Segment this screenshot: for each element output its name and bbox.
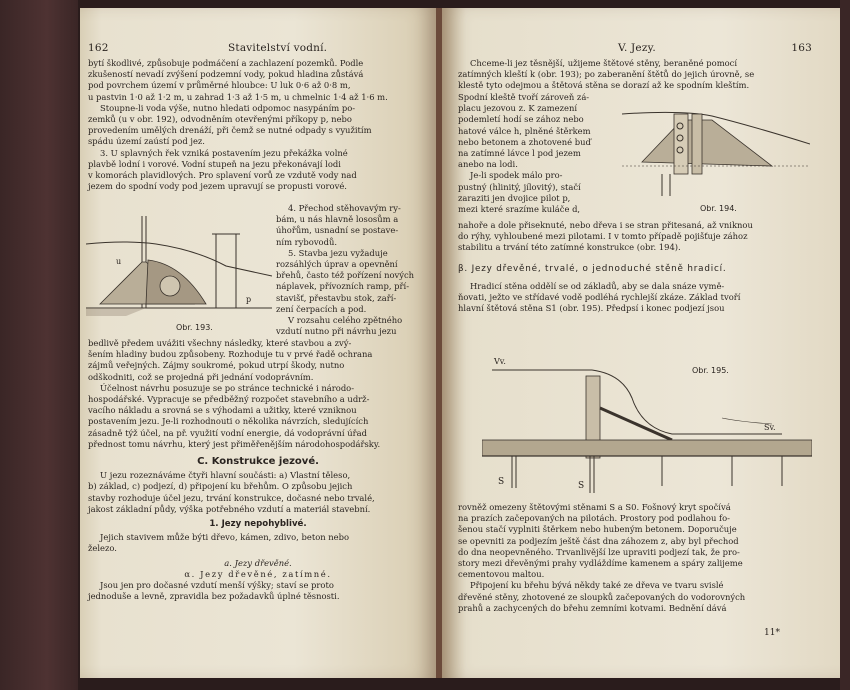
text-line: zájmů veřejných. Zájmy soukromé, pokud utrpí škody, nutno <box>88 360 345 371</box>
text-line: břehů, často též pořízení nových <box>276 270 415 281</box>
right-text-column <box>458 92 618 215</box>
text-line: stavišť, přestavbu stok, zaří- <box>276 292 397 303</box>
left-page-number: 162 <box>88 42 109 54</box>
subheading-1: 1. Jezy nepohyblivé. <box>209 519 307 530</box>
text-line: zaraziti jen dvojice pilot p, <box>458 192 571 203</box>
book-cover-right <box>840 0 850 690</box>
text-line: pod povrchem území v průměrné hloubce: U luk 0·6 až 0·8 m, <box>88 80 351 91</box>
text-line: Hradicí stěna oddělí se od základů, aby se dala snáze vymě- <box>470 280 725 291</box>
text-line: bedlivě předem uvážiti všechny následky, které stavbou a zvý- <box>88 338 352 348</box>
figure-label-p: p <box>246 295 252 304</box>
text-line: postavením jezu. Je-li rozhodnouti o několika návrzích, sledujících <box>88 416 369 427</box>
text-line: stavby rozhoduje účel jezu, trvání konstrukce, dočasné nebo trvalé, <box>88 492 375 503</box>
text-line: na zatímné lávce l pod jezem <box>458 148 581 159</box>
text-line: ním rybovodů. <box>276 236 338 247</box>
book-cover-left <box>0 0 78 690</box>
text-line: na prazích začepovaných na pilotách. Prostory pod podlahou fo- <box>458 513 730 524</box>
text-line: zení čerpacích a pod. <box>276 303 367 314</box>
subheading-alpha: α. Jezy dřevěné, zatímné. <box>184 568 332 579</box>
text-line: placu jezovou z. K zamezení <box>458 103 578 114</box>
figure-194 <box>622 92 810 202</box>
text-line: bám, u nás hlavně lososům a <box>276 214 399 225</box>
figure-label-s2: S <box>578 481 585 491</box>
text-line: do dna neopevněného. Trvanlivější lze upraviti podjezí tak, že pro- <box>458 546 740 557</box>
text-line: 4. Přechod stěhovavým ry- <box>288 203 401 213</box>
text-line: hospodářské. Vypracuje se předběžný rozpočet stavebního a udrž- <box>88 394 370 405</box>
text-line: b) základ, c) podjezí, d) připojení ku břehům. O způsobu jejich <box>88 481 353 492</box>
text-line: 3. U splavných řek vzniká postavením jezu překážka volné <box>100 147 348 158</box>
text-line: stabilitu a trvání této zatímné konstrukce (obr. 194). <box>458 242 681 253</box>
text-line: U jezu rozeznáváme čtyři hlavní součásti: a) Vlastní těleso, <box>100 470 351 481</box>
left-text-bottom <box>88 338 428 602</box>
text-line: zatímných kleští k (obr. 193); po zaberanění štětů do jejich úrovně, se <box>458 69 755 80</box>
text-line: vacího nákladu a srovná se s výhodami a užitky, které vzniknou <box>88 405 357 416</box>
text-line: spádu území zaústí pod jez. <box>88 136 205 147</box>
figure-195 <box>482 348 812 498</box>
right-page-number: 163 <box>791 42 812 54</box>
text-line: v komorách plavidlových. Pro splavení vorů ze vzdutě vody nad <box>88 170 357 181</box>
text-line: přednost tomu návrhu, který jest přiměřenějším národohospodářsky. <box>88 438 381 449</box>
figure-193-caption: Obr. 193. <box>176 323 213 332</box>
text-line: anebo na lodi. <box>458 159 518 170</box>
text-line: se opevniti za podjezím ještě část dna záhozem z, aby byl přechod <box>458 535 739 546</box>
text-line: Připojení ku břehu bývá někdy také ze dřeva ve tvaru svislé <box>470 580 724 591</box>
right-text-mid <box>458 220 810 314</box>
figure-label-hv: Vv. <box>494 357 506 366</box>
text-line: 5. Stavba jezu vyžaduje <box>288 247 388 258</box>
text-line: Stoupne-li voda výše, nutno hledati odpomoc nasypáním po- <box>100 102 356 113</box>
text-line: jakost základní půdy, výška potřebného vzdutí a materiál stavební. <box>88 503 371 514</box>
text-line: pustný (hlinitý, jílovitý), stačí <box>458 181 581 192</box>
text-line: prahů a zachycených do břehu zemními kotvami. Bednění dává <box>458 602 727 613</box>
text-line: šením hladiny budou způsobeny. Rozhoduje tu v prvé řadě ochrana <box>88 349 373 360</box>
text-line: Je-li spodek málo pro- <box>470 170 563 181</box>
text-line: jezem do spodní vody pod jezem upravují se propusti vorové. <box>88 181 347 192</box>
text-line: Chceme-li jez těsnější, užijeme štětové stěny, beraněné pomocí <box>470 58 738 68</box>
text-line: hatové válce h, plněné štěrkem <box>458 125 591 136</box>
figure-label-sv: Sv. <box>764 423 776 432</box>
text-line: klestě tyto odejmou a štětová stěna se dorazí až ke spodním kleštím. <box>458 80 750 91</box>
text-line: hlavní štětová stěna S1 (obr. 195). Předpsí i konec podjezí jsou <box>458 303 725 314</box>
text-line: nahoře a dole přiseknuté, nebo dřeva i se stran přitesaná, až vniknou <box>458 220 753 230</box>
text-line: plavbě lodní i vorové. Vodní stupeň na jezu překonávají lodi <box>88 158 341 169</box>
text-line: šenou stačí vyplniti štěrkem nebo hubeným betonem. Doporučuje <box>458 524 737 535</box>
text-line: vzdutí nutno při návrhu jezu <box>276 326 397 337</box>
text-line: náplavek, přívozních ramp, pří- <box>276 281 410 292</box>
figure-label-s1: S <box>498 477 505 487</box>
text-line: zkušeností nevadí zvýšení podzemní vody, pokud hladina zůstává <box>88 69 364 80</box>
right-text-bottom <box>458 502 810 614</box>
text-line: Jsou jen pro dočasné vzdutí menší výšky; staví se proto <box>100 580 334 591</box>
section-beta-heading: β. Jezy dřevěné, trvalé, o jednoduché stěně hradicí. <box>458 263 727 274</box>
text-line: provedením umělých drenáží, při čemž se nutné odpady s využitím <box>88 125 372 136</box>
right-running-title: V. Jezy. <box>618 42 656 54</box>
text-line: ňovati, ježto ve střídavé vodě podléhá rychlejší zkáze. Základ tvoří <box>458 292 741 303</box>
text-line: V rozsahu celého zpětného <box>288 315 403 326</box>
text-line: do rýhy, vyhloubené mezi pilotami. I v tomto případě pojišťuje zához <box>458 231 748 242</box>
text-line: u pastvin 1·0 až 1·2 m, u zahrad 1·3 až 1·5 m, u chmelnic 1·4 až 1·6 m. <box>88 91 388 102</box>
figure-194-caption: Obr. 194. <box>700 204 737 213</box>
right-page <box>442 8 840 678</box>
left-page <box>80 8 437 678</box>
left-text-column <box>276 203 428 337</box>
text-line: dřevěné stěny, zhotovené ze sloupků začepovaných do vodorovných <box>458 591 746 602</box>
figure-label-u: u <box>116 257 122 266</box>
printer-signature: 11* <box>764 628 780 638</box>
text-line: zásadně týž účel, na př. využití vodní energie, dá vodoprávní úřad <box>88 427 368 438</box>
text-line: úhořům, usnadní se postave- <box>276 225 399 236</box>
text-line: odškodniti, což se projedná při jednání vodoprávním. <box>88 371 314 382</box>
text-line: jednoduše a levně, zpravidla bez požadavků úplné těsnosti. <box>88 591 340 602</box>
text-line: nebo betonem a zhotovené buď <box>458 136 591 147</box>
text-line: cementovou maltou. <box>458 569 545 580</box>
text-line: podemletí hodí se zához nebo <box>458 114 584 125</box>
text-line: Účelnost návrhu posuzuje se po stránce technické i národo- <box>100 382 355 393</box>
text-line: rovněž omezeny štětovými stěnami S a S0. Fošnový kryt spočívá <box>458 502 731 512</box>
text-line: bytí škodlivé, způsobuje podmáčení a zachlazení pozemků. Podle <box>88 58 364 68</box>
figure-193 <box>86 204 272 322</box>
text-line: zemků (u v obr. 192), odvodněním otevřenými příkopy p, nebo <box>88 114 352 125</box>
text-line: rozsáhlých úprav a opevnění <box>276 259 398 270</box>
figure-195-caption: Obr. 195. <box>692 366 729 375</box>
text-line: mezi které srazíme kuláče d, <box>458 204 581 215</box>
text-line: železo. <box>88 543 117 554</box>
section-heading-c: C. Konstrukce jezové. <box>197 456 319 468</box>
text-line: story mezi dřevěnými prahy vydláždíme kamenem a spáry zalijeme <box>458 558 743 569</box>
right-text-top <box>458 58 810 92</box>
left-running-title: Stavitelství vodní. <box>228 42 328 54</box>
text-line: Spodní kleště tvoří zároveň zá- <box>458 92 590 102</box>
subheading-a: a. Jezy dřevěné. <box>224 557 292 568</box>
left-text-top <box>88 58 428 192</box>
text-line: Jejich stavivem může býti dřevo, kámen, zdivo, beton nebo <box>100 532 350 543</box>
